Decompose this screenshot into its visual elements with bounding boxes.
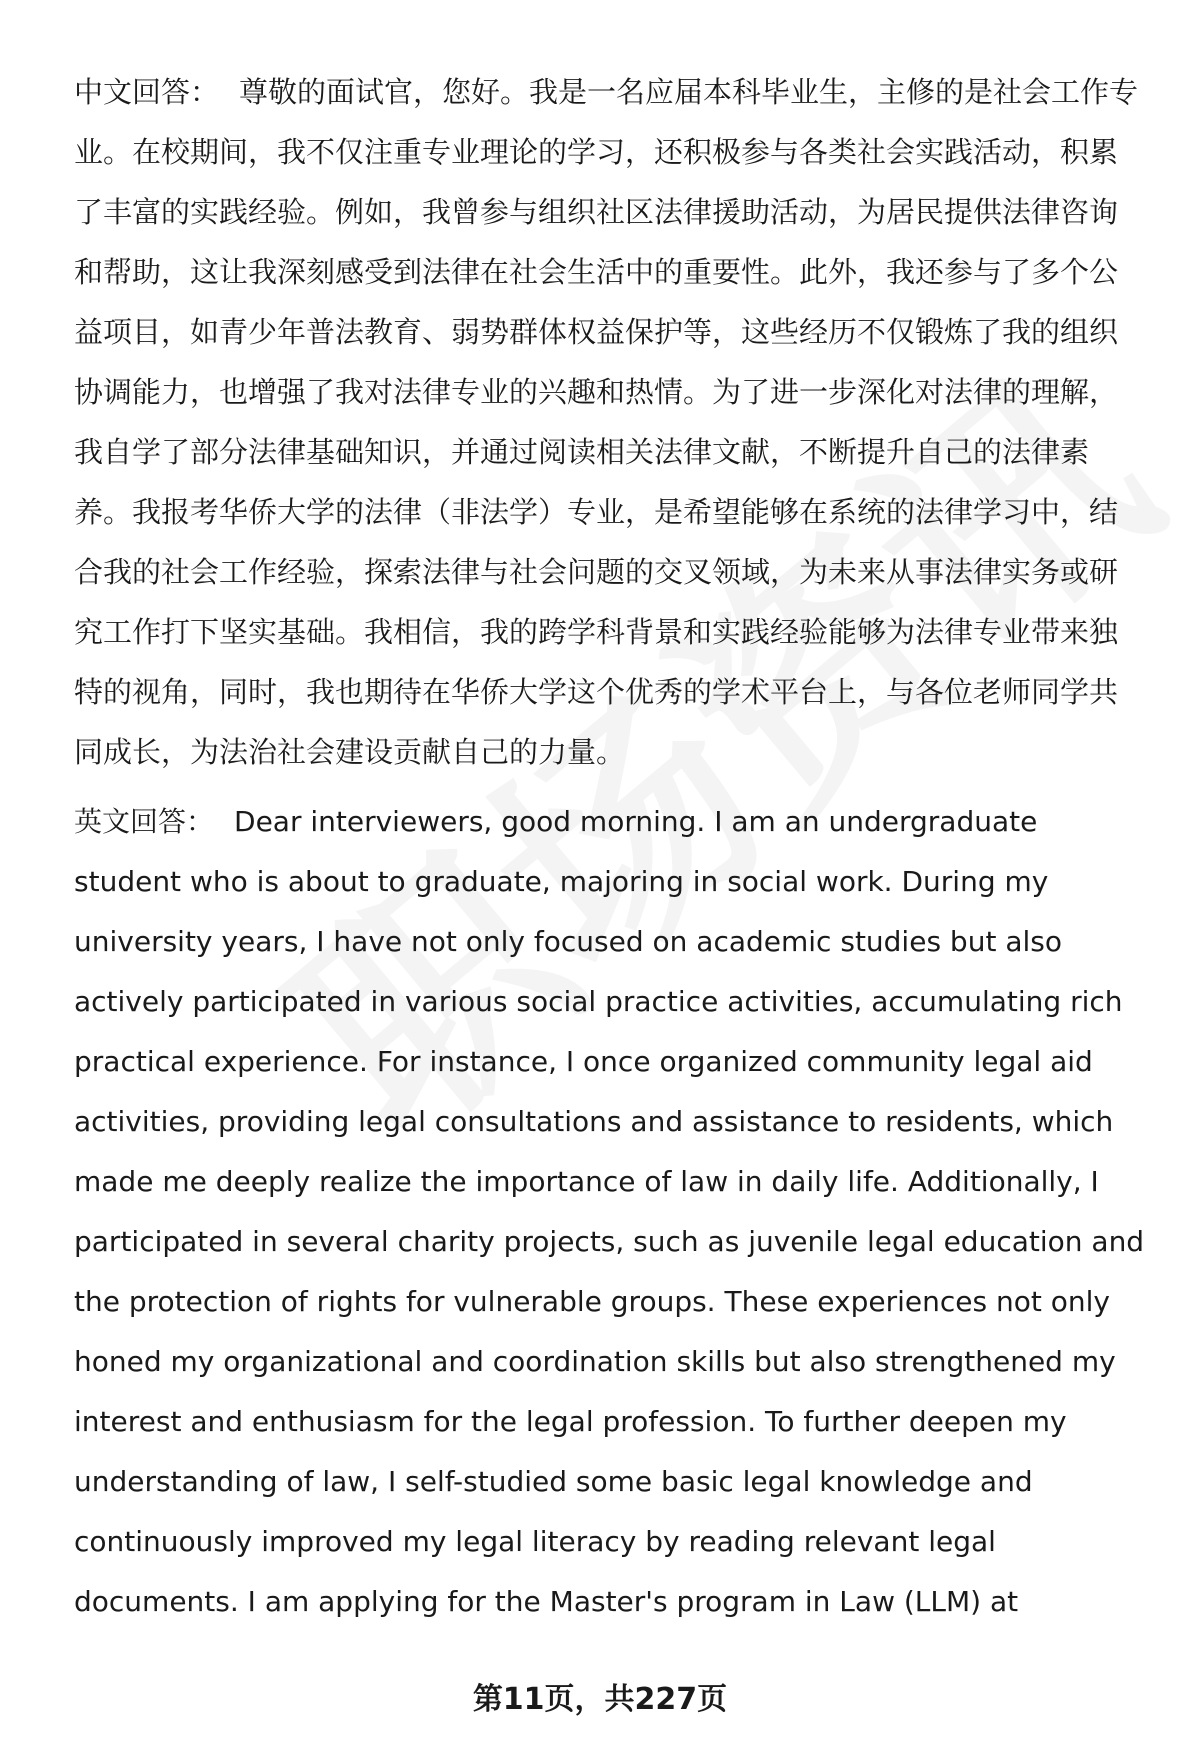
english-answer-line: practical experience. For instance, I once organized community legal aid (74, 1045, 1093, 1078)
english-answer-line: student who is about to graduate, majoring in social work. During my (74, 865, 1049, 898)
english-answer-label: 英文回答： (74, 805, 215, 838)
english-answer-text: Dear interviewers, good morning. I am an undergraduate (234, 805, 1038, 838)
english-answer-line: the protection of rights for vulnerable groups. These experiences not only (74, 1285, 1110, 1318)
chinese-answer-line: 合我的社会工作经验，探索法律与社会问题的交叉领域，为未来从事法律实务或研 (74, 555, 1119, 589)
page-number-footer: 第11页，共227页 (472, 1682, 728, 1717)
chinese-answer-line: 我自学了部分法律基础知识，并通过阅读相关法律文献，不断提升自己的法律素 (74, 435, 1090, 469)
english-answer-line: made me deeply realize the importance of law in daily life. Additionally, I (74, 1165, 1099, 1198)
english-answer-line: documents. I am applying for the Master's program in Law (LLM) at (74, 1585, 1019, 1618)
chinese-answer-label: 中文回答： (74, 75, 220, 109)
chinese-answer-line: 同成长，为法治社会建设贡献自己的力量。 (74, 735, 626, 769)
english-answer-paragraph (74, 792, 1144, 1632)
chinese-answer-line: 协调能力，也增强了我对法律专业的兴趣和热情。为了进一步深化对法律的理解， (74, 375, 1119, 409)
chinese-answer-text: 尊敬的面试官，您好。我是一名应届本科毕业生，主修的是社会工作专 (239, 75, 1139, 109)
chinese-answer-line: 了丰富的实践经验。例如，我曾参与组织社区法律援助活动，为居民提供法律咨询 (74, 195, 1119, 229)
chinese-answer-paragraph (74, 62, 1144, 782)
english-answer-line: understanding of law, I self-studied some basic legal knowledge and (74, 1465, 1033, 1498)
english-answer-line: continuously improved my legal literacy by reading relevant legal (74, 1525, 996, 1558)
document-content (74, 62, 1144, 1632)
english-answer-line: interest and enthusiasm for the legal profession. To further deepen my (74, 1405, 1067, 1438)
chinese-answer-line: 究工作打下坚实基础。我相信，我的跨学科背景和实践经验能够为法律专业带来独 (74, 615, 1119, 649)
chinese-answer-line (74, 62, 1144, 122)
english-answer-line: participated in several charity projects, such as juvenile legal education and (74, 1225, 1145, 1258)
chinese-answer-line: 特的视角，同时，我也期待在华侨大学这个优秀的学术平台上，与各位老师同学共 (74, 675, 1119, 709)
english-answer-line (74, 792, 1144, 852)
chinese-answer-line: 和帮助，这让我深刻感受到法律在社会生活中的重要性。此外，我还参与了多个公 (74, 255, 1119, 289)
english-answer-line: university years, I have not only focused on academic studies but also (74, 925, 1062, 958)
english-answer-line: activities, providing legal consultations and assistance to residents, which (74, 1105, 1114, 1138)
english-answer-line: actively participated in various social practice activities, accumulating rich (74, 985, 1123, 1018)
chinese-answer-line: 益项目，如青少年普法教育、弱势群体权益保护等，这些经历不仅锻炼了我的组织 (74, 315, 1119, 349)
english-answer-line: honed my organizational and coordination skills but also strengthened my (74, 1345, 1116, 1378)
chinese-answer-line: 养。我报考华侨大学的法律（非法学）专业，是希望能够在系统的法律学习中，结 (74, 495, 1119, 529)
chinese-answer-line: 业。在校期间，我不仅注重专业理论的学习，还积极参与各类社会实践活动，积累 (74, 135, 1119, 169)
